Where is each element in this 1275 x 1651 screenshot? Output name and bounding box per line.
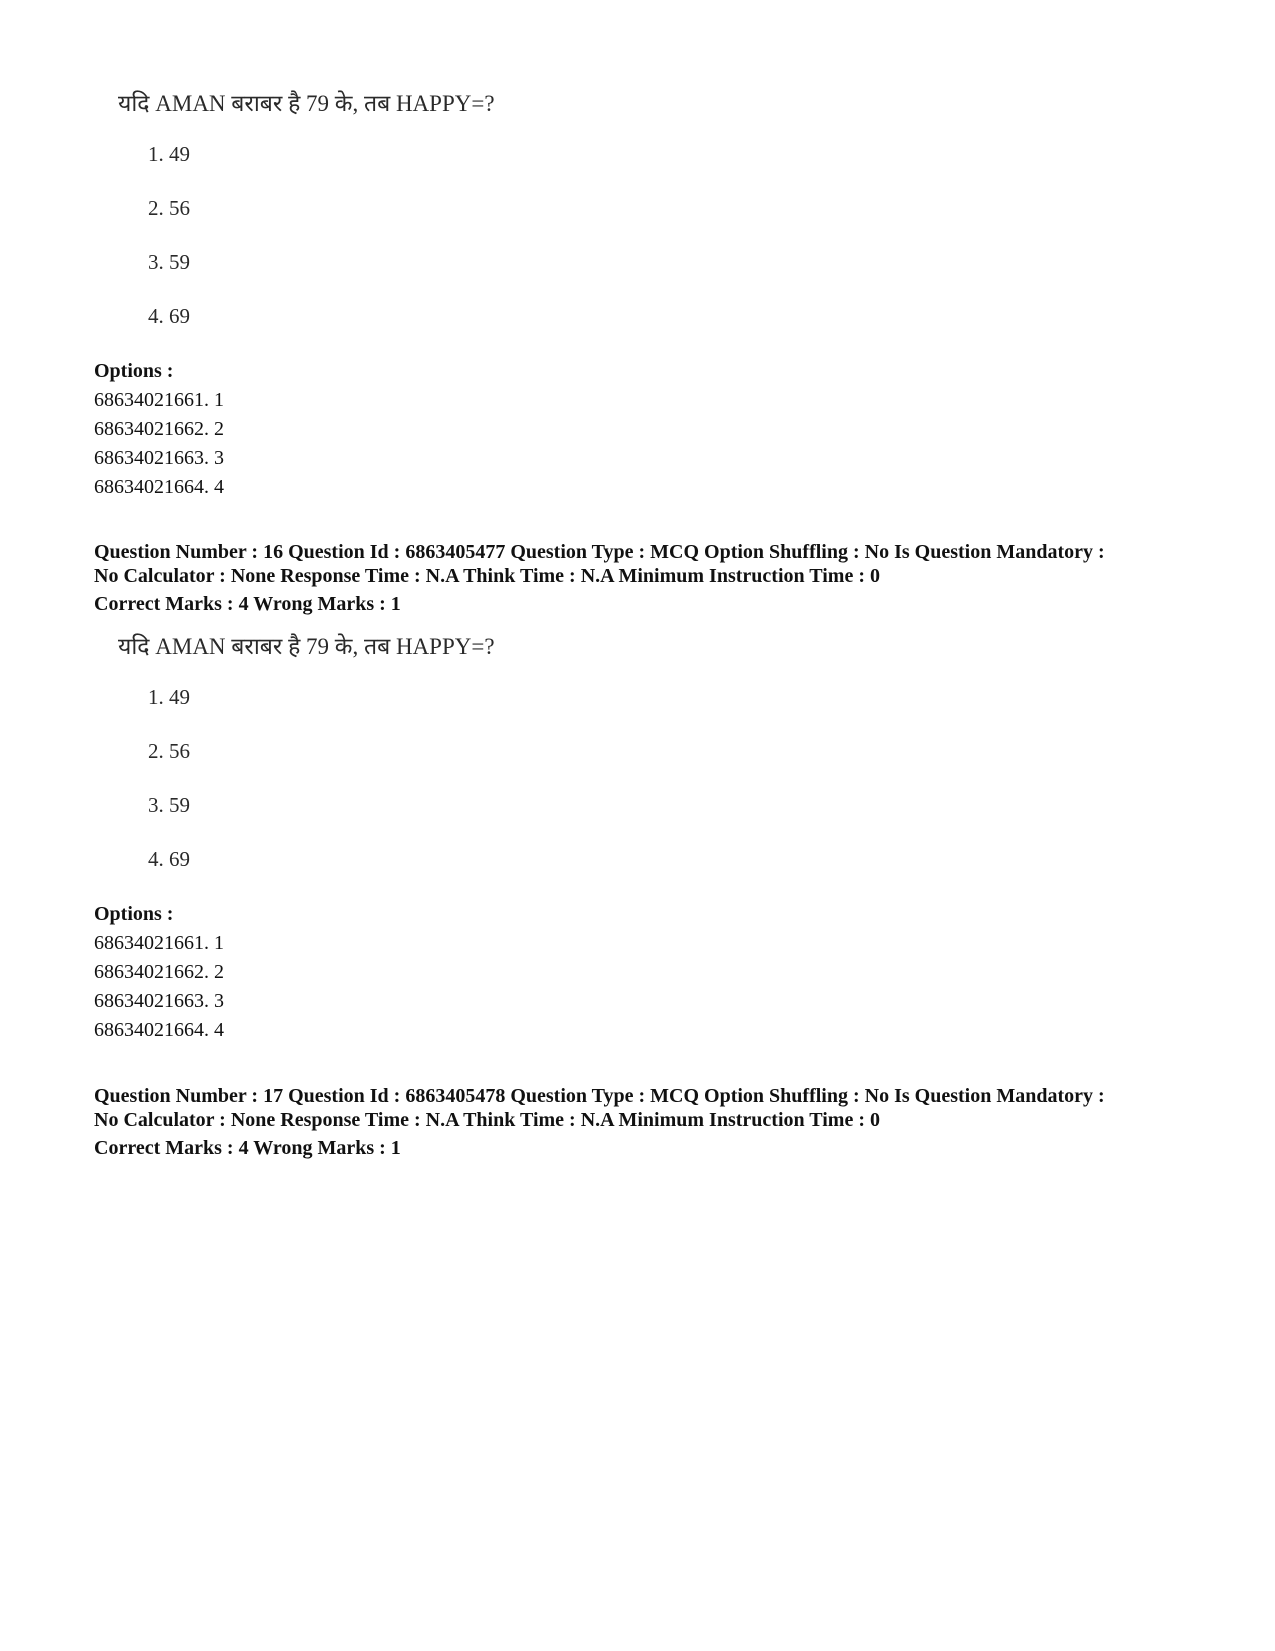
option-item: 68634021662. 2 [94, 418, 224, 440]
option-item: 68634021661. 1 [94, 389, 224, 411]
choice-1: 1. 49 [148, 142, 190, 166]
question-stem: यदि AMAN बराबर है 79 के, तब HAPPY=? [118, 634, 495, 659]
options-heading: Options : [94, 903, 174, 925]
question-meta-line-2: No Calculator : None Response Time : N.A Think Time : N.A Minimum Instruction Time : 0 [94, 565, 880, 587]
question-marks: Correct Marks : 4 Wrong Marks : 1 [94, 1137, 401, 1159]
question-meta-line-1: Question Number : 17 Question Id : 6863405478 Question Type : MCQ Option Shuffling : No Is Question Mandatory : [94, 1085, 1105, 1107]
choice-2: 2. 56 [148, 739, 190, 763]
question-meta [94, 1084, 1224, 1160]
option-item: 68634021663. 3 [94, 447, 224, 469]
question-image [118, 86, 678, 346]
option-item: 68634021661. 1 [94, 932, 224, 954]
question-meta-line-1: Question Number : 16 Question Id : 6863405477 Question Type : MCQ Option Shuffling : No Is Question Mandatory : [94, 541, 1105, 563]
choice-3: 3. 59 [148, 793, 190, 817]
question-meta-line-2: No Calculator : None Response Time : N.A Think Time : N.A Minimum Instruction Time : 0 [94, 1109, 880, 1131]
option-item: 68634021664. 4 [94, 1019, 224, 1041]
option-item: 68634021663. 3 [94, 990, 224, 1012]
choice-4: 4. 69 [148, 304, 190, 328]
options-heading: Options : [94, 360, 174, 382]
choice-2: 2. 56 [148, 196, 190, 220]
options-list [94, 357, 224, 502]
question-marks: Correct Marks : 4 Wrong Marks : 1 [94, 593, 401, 615]
choice-3: 3. 59 [148, 250, 190, 274]
choice-1: 1. 49 [148, 685, 190, 709]
option-item: 68634021664. 4 [94, 476, 224, 498]
option-item: 68634021662. 2 [94, 961, 224, 983]
question-meta [94, 540, 1224, 616]
choice-4: 4. 69 [148, 847, 190, 871]
question-stem: यदि AMAN बराबर है 79 के, तब HAPPY=? [118, 91, 495, 116]
question-image [118, 629, 678, 889]
options-list [94, 900, 224, 1045]
